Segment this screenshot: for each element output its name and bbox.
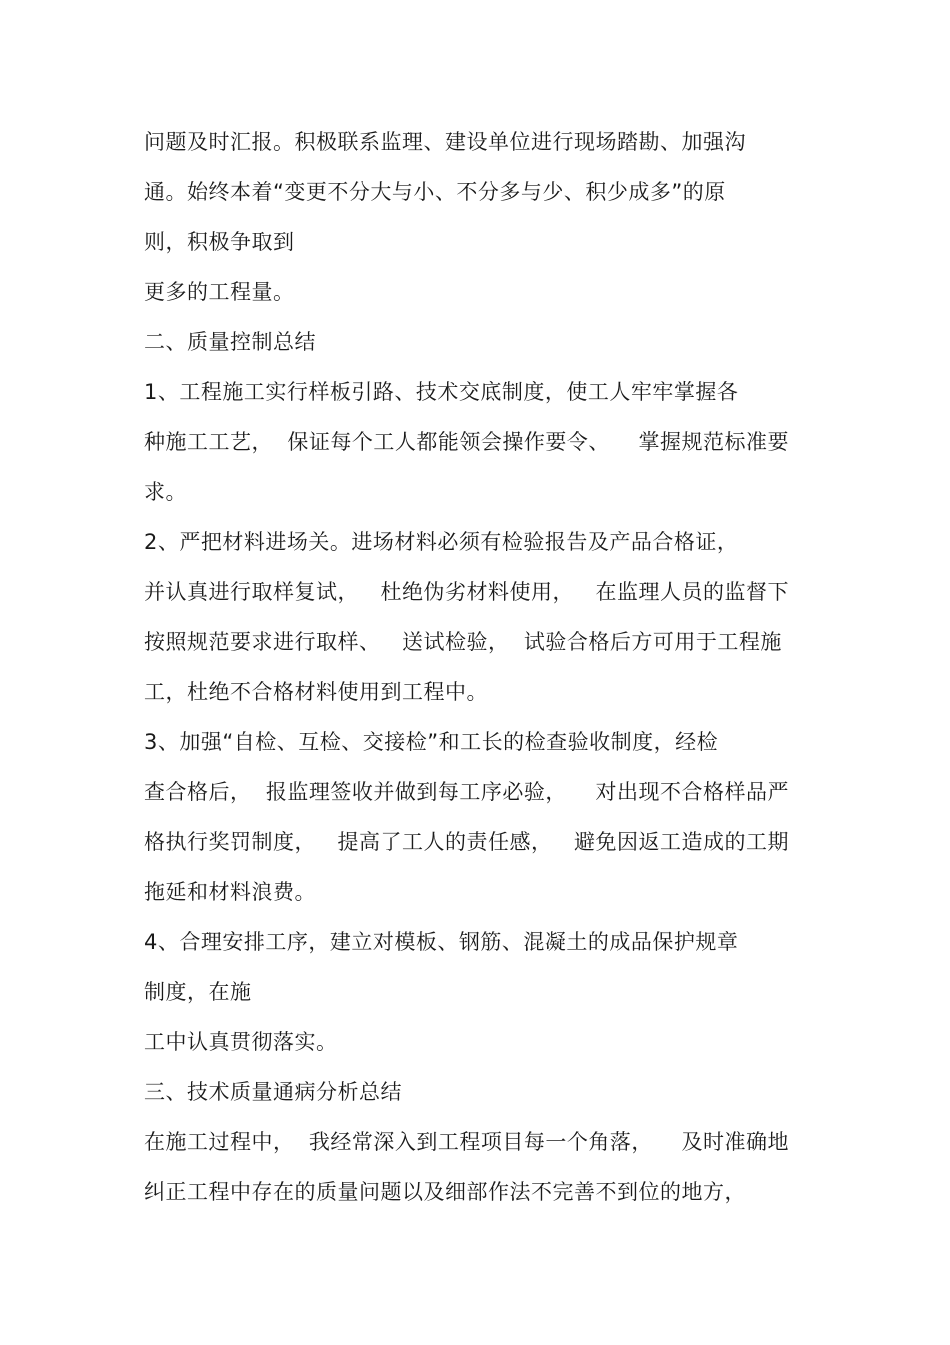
text-line-9: 2、严把材料进场关。进场材料必须有检验报告及产品合格证，	[144, 530, 739, 554]
text-line-12: 工，杜绝不合格材料使用到工程中。	[144, 680, 488, 704]
text-line-21: 在施工过程中， 我经常深入到工程项目每一个角落， 及时准确地	[144, 1130, 790, 1154]
text-line-22: 纠正工程中存在的质量问题以及细部作法不完善不到位的地方，	[144, 1180, 746, 1204]
text-line-2: 通。始终本着“变更不分大与小、不分多与少、积少成多”的原	[144, 180, 726, 204]
text-line-17: 4、合理安排工序，建立对模板、钢筋、混凝土的成品保护规章	[144, 930, 739, 954]
text-line-8: 求。	[144, 480, 187, 504]
text-line-14: 查合格后， 报监理签收并做到每工序必验， 对出现不合格样品严	[144, 780, 790, 804]
section-heading-quality-control: 二、质量控制总结	[144, 330, 316, 354]
text-line-15: 格执行奖罚制度， 提高了工人的责任感， 避免因返工造成的工期	[144, 830, 790, 854]
text-line-7: 种施工工艺， 保证每个工人都能领会操作要令、 掌握规范标准要	[144, 430, 790, 454]
text-line-18: 制度，在施	[144, 980, 252, 1004]
text-line-19: 工中认真贯彻落实。	[144, 1030, 338, 1054]
text-line-10: 并认真进行取样复试， 杜绝伪劣材料使用， 在监理人员的监督下	[144, 580, 790, 604]
text-line-6: 1、工程施工实行样板引路、技术交底制度，使工人牢牢掌握各	[144, 380, 739, 404]
text-line-16: 拖延和材料浪费。	[144, 880, 316, 904]
section-heading-tech-quality: 三、技术质量通病分析总结	[144, 1080, 402, 1104]
text-line-11: 按照规范要求进行取样、 送试检验， 试验合格后方可用于工程施	[144, 630, 782, 654]
text-line-4: 更多的工程量。	[144, 280, 295, 304]
text-line-3: 则，积极争取到	[144, 230, 295, 254]
text-line-13: 3、加强“自检、互检、交接检”和工长的检查验收制度，经检	[144, 730, 719, 754]
text-line-1: 问题及时汇报。积极联系监理、建设单位进行现场踏勘、加强沟	[144, 130, 746, 154]
